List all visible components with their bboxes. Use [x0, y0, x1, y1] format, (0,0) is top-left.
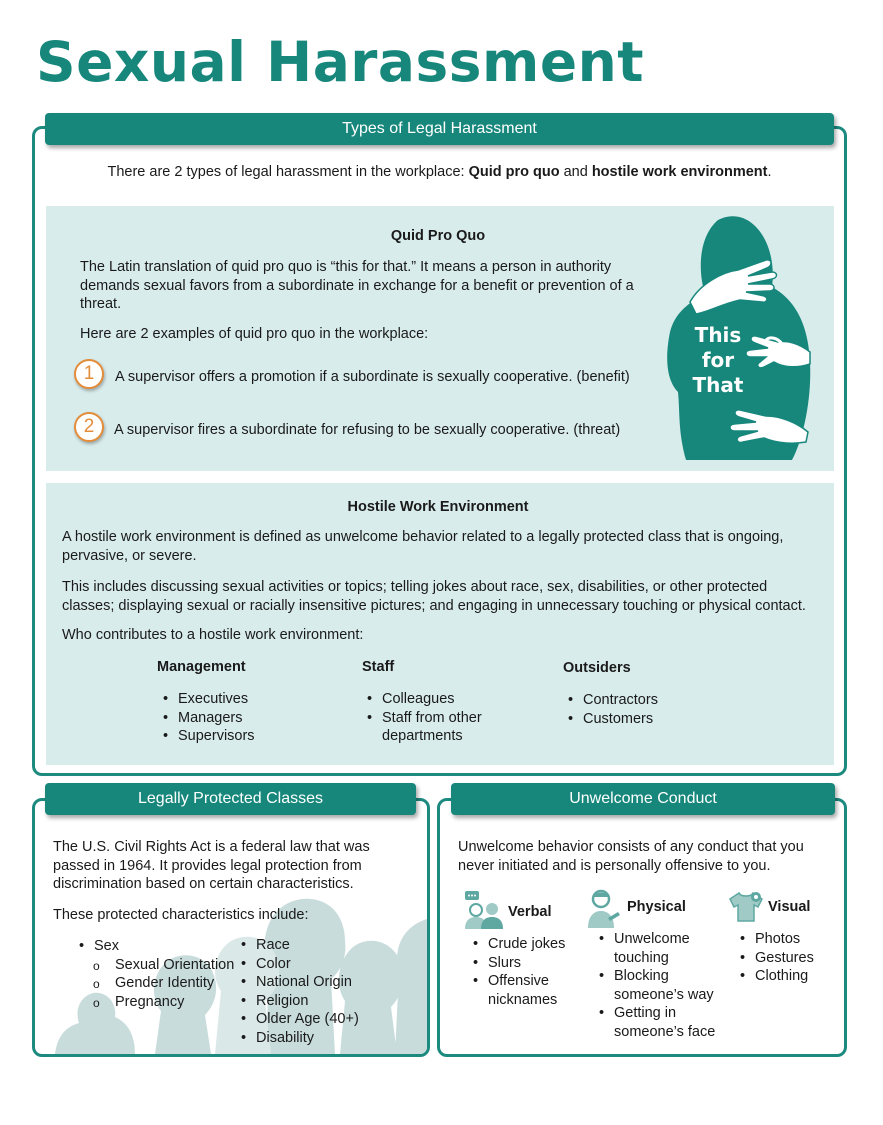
list-item: • Executives	[158, 690, 328, 709]
contributor-list-outsiders	[563, 691, 733, 728]
illustration-word: That	[692, 373, 744, 397]
hostile-environment-contributors-intro: Who contributes to a hostile work environment:	[62, 627, 364, 643]
types-tab: Types of Legal Harassment	[45, 113, 834, 145]
list-item: • Supervisors	[158, 727, 328, 746]
quid-pro-quo-examples-intro: Here are 2 examples of quid pro quo in the workplace:	[80, 326, 429, 342]
sub-list-item: o Gender Identity	[74, 974, 244, 993]
list-item: • Managers	[158, 709, 328, 728]
sub-list-item: o Pregnancy	[74, 993, 244, 1012]
protected-classes-tab: Legally Protected Classes	[45, 783, 416, 815]
hostile-environment-heading: Hostile Work Environment	[347, 499, 529, 515]
list-item: • Blocking someone’s way	[594, 967, 729, 1004]
list-item: • Clothing	[735, 967, 835, 986]
intro-term-quid: Quid pro quo	[468, 164, 560, 180]
intro-prefix: There are 2 types of legal harassment in the workplace:	[107, 164, 469, 180]
person-icon	[586, 888, 622, 928]
sub-list-item: o Sexual Orientation	[74, 956, 244, 975]
contributor-column-title: Staff	[362, 659, 395, 675]
list-item: • Photos	[735, 930, 835, 949]
unwelcome-conduct-intro: Unwelcome behavior consists of any conduct that you never initiated and is personally offensive to you.	[458, 839, 804, 874]
example-item: A supervisor offers a promotion if a subordinate is sexually cooperative. (benefit)	[115, 369, 630, 385]
list-item: • Older Age (40+)	[236, 1010, 406, 1029]
conduct-column-title: Physical	[627, 899, 686, 915]
list-item: • Getting in someone’s face	[594, 1004, 729, 1041]
conduct-column-title: Verbal	[508, 904, 552, 920]
hostile-environment-includes: This includes discussing sexual activities or topics; telling jokes about race, sex, disabilities, or other protected classes; displaying sexual or racially insensitive pictures; and engaging in unnecessary touching or physical contact.	[62, 579, 806, 614]
example-number-badge: 2	[74, 412, 104, 442]
protected-characteristics-list-right	[236, 936, 406, 1047]
list-item: • Race	[236, 936, 406, 955]
page-title: Sexual Harassment	[36, 30, 645, 94]
list-item: • Crude jokes	[468, 935, 588, 954]
list-item: • Religion	[236, 992, 406, 1011]
list-item: • Customers	[563, 710, 733, 729]
conduct-list-visual	[735, 930, 835, 986]
hostile-environment-definition: A hostile work environment is defined as unwelcome behavior related to a legally protected class that is ongoing, pervasive, or severe.	[62, 529, 784, 564]
speech-people-icon	[462, 890, 506, 930]
list-item: • Sex	[74, 937, 244, 956]
contributor-column-title: Outsiders	[563, 660, 631, 676]
conduct-list-verbal	[468, 935, 588, 1009]
contributor-column-title: Management	[157, 659, 246, 675]
protected-classes-intro: The U.S. Civil Rights Act is a federal law that was passed in 1964. It provides legal protection from discrimination based on certain characteristics.	[53, 839, 370, 892]
list-item: • Disability	[236, 1029, 406, 1048]
unwelcome-conduct-tab: Unwelcome Conduct	[451, 783, 835, 815]
conduct-list-physical	[594, 930, 729, 1041]
intro-and: and	[559, 164, 592, 180]
contributor-list-management	[158, 690, 328, 746]
list-item: • Offensive nicknames	[468, 972, 588, 1009]
protected-characteristics-list-left	[74, 937, 244, 1011]
list-item: • Gestures	[735, 949, 835, 968]
list-item: • Slurs	[468, 954, 588, 973]
intro-term-hostile: hostile work environment	[591, 164, 768, 180]
contributor-list-staff	[362, 690, 512, 746]
example-number-badge: 1	[74, 359, 104, 389]
list-item: • Color	[236, 955, 406, 974]
intro-suffix: .	[767, 164, 772, 180]
types-intro	[32, 164, 847, 180]
example-item: A supervisor fires a subordinate for refusing to be sexually cooperative. (threat)	[114, 422, 621, 438]
shirt-icon	[728, 891, 764, 923]
list-item: • National Origin	[236, 973, 406, 992]
quid-pro-quo-definition: The Latin translation of quid pro quo is “this for that.” It means a person in authority demands sexual favors from a subordinate in exchange for a benefit or prevention of a threat.	[80, 259, 634, 312]
list-item: • Staff from other departments	[362, 709, 512, 746]
illustration-word: for	[701, 348, 735, 372]
this-for-that-illustration	[660, 212, 820, 462]
protected-classes-list-intro: These protected characteristics include:	[53, 907, 309, 923]
conduct-column-title: Visual	[768, 899, 811, 915]
illustration-word: This	[694, 323, 742, 347]
list-item: • Contractors	[563, 691, 733, 710]
list-item: • Unwelcome touching	[594, 930, 729, 967]
quid-pro-quo-heading: Quid Pro Quo	[390, 228, 486, 244]
list-item: • Colleagues	[362, 690, 512, 709]
